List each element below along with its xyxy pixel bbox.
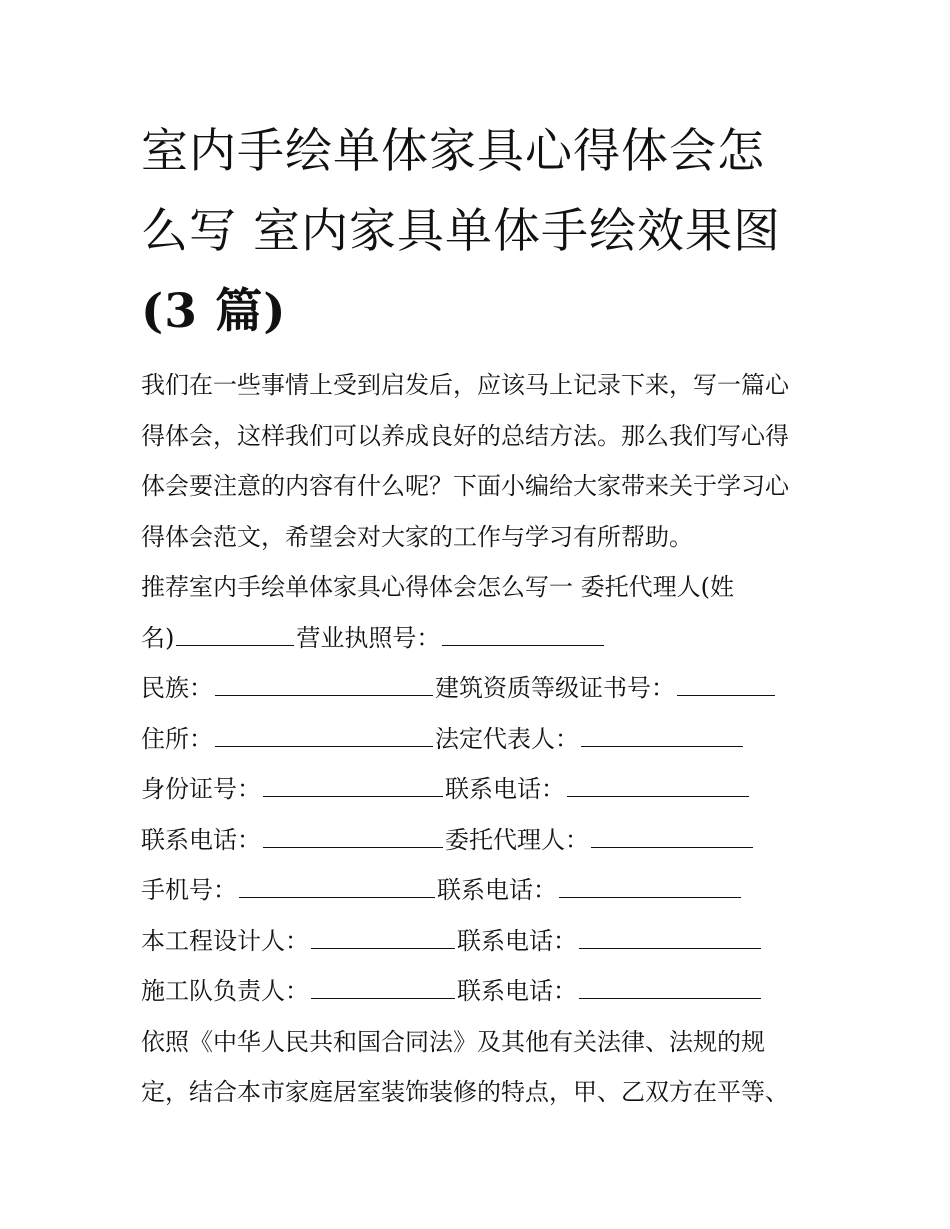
form-row-team-lead [141, 966, 820, 1017]
title-line-3: (3 篇) [141, 284, 287, 339]
legal-rep-label: 法定代表人： [435, 724, 579, 753]
form-row-designer [141, 916, 820, 967]
address-label: 住所： [141, 724, 213, 753]
address-blank[interactable] [215, 724, 433, 747]
title-line-2: 么写 室内家具单体手绘效果图 [141, 204, 781, 259]
license-label: 营业执照号： [296, 623, 441, 652]
form-row-ethnicity [141, 663, 820, 714]
legal-rep-blank[interactable] [581, 724, 743, 747]
team-lead-blank[interactable] [311, 976, 455, 999]
ethnicity-label: 民族： [141, 674, 213, 702]
phone-label: 联系电话： [457, 977, 577, 1005]
id-blank[interactable] [263, 774, 443, 797]
intro-line: 得体会，这样我们可以养成良好的总结方法。那么我们写心得 [141, 421, 789, 450]
phone-blank[interactable] [567, 774, 749, 797]
closing-paragraph [141, 1017, 820, 1118]
license-blank[interactable] [442, 623, 604, 646]
intro-line: 得体会范文，希望会对大家的工作与学习有所帮助。 [141, 522, 693, 551]
agent-blank[interactable] [591, 825, 753, 848]
document-title [141, 112, 820, 352]
phone-blank[interactable] [559, 875, 741, 898]
phone-blank[interactable] [579, 926, 761, 949]
name-label: 名) [141, 623, 175, 652]
team-lead-label: 施工队负责人： [141, 977, 309, 1005]
intro-paragraph [141, 360, 820, 562]
form-row-address [141, 714, 820, 765]
form-row-phone [141, 815, 820, 866]
form-row-mobile [141, 865, 820, 916]
name-blank[interactable] [176, 623, 294, 646]
title-line-1: 室内手绘单体家具心得体会怎 [141, 124, 765, 179]
closing-line: 依照《中华人民共和国合同法》及其他有关法律、法规的规 [141, 1027, 765, 1056]
designer-blank[interactable] [311, 926, 455, 949]
phone-label: 联系电话： [457, 926, 577, 955]
qualification-blank[interactable] [677, 673, 775, 696]
phone-label: 联系电话： [437, 876, 557, 904]
form-row-name [141, 613, 820, 664]
phone-label: 联系电话： [445, 775, 565, 803]
designer-label: 本工程设计人： [141, 926, 309, 955]
phone-label: 联系电话： [141, 825, 261, 854]
phone-blank[interactable] [579, 976, 761, 999]
qualification-label: 建筑资质等级证书号： [435, 674, 675, 702]
ethnicity-blank[interactable] [215, 673, 433, 696]
intro-line: 体会要注意的内容有什么呢？下面小编给大家带来关于学习心 [141, 472, 789, 500]
intro-line: 我们在一些事情上受到启发后，应该马上记录下来，写一篇心 [141, 371, 789, 399]
id-label: 身份证号： [141, 775, 261, 803]
closing-line: 定，结合本市家庭居室装饰装修的特点，甲、乙双方在平等、 [141, 1078, 789, 1106]
agent-label: 委托代理人： [445, 825, 589, 854]
section-heading: 推荐室内手绘单体家具心得体会怎么写一 委托代理人(姓 [141, 573, 734, 601]
mobile-blank[interactable] [239, 875, 435, 898]
form-row-id [141, 764, 820, 815]
contract-form [141, 613, 820, 1017]
phone-blank[interactable] [263, 825, 443, 848]
mobile-label: 手机号： [141, 876, 237, 904]
